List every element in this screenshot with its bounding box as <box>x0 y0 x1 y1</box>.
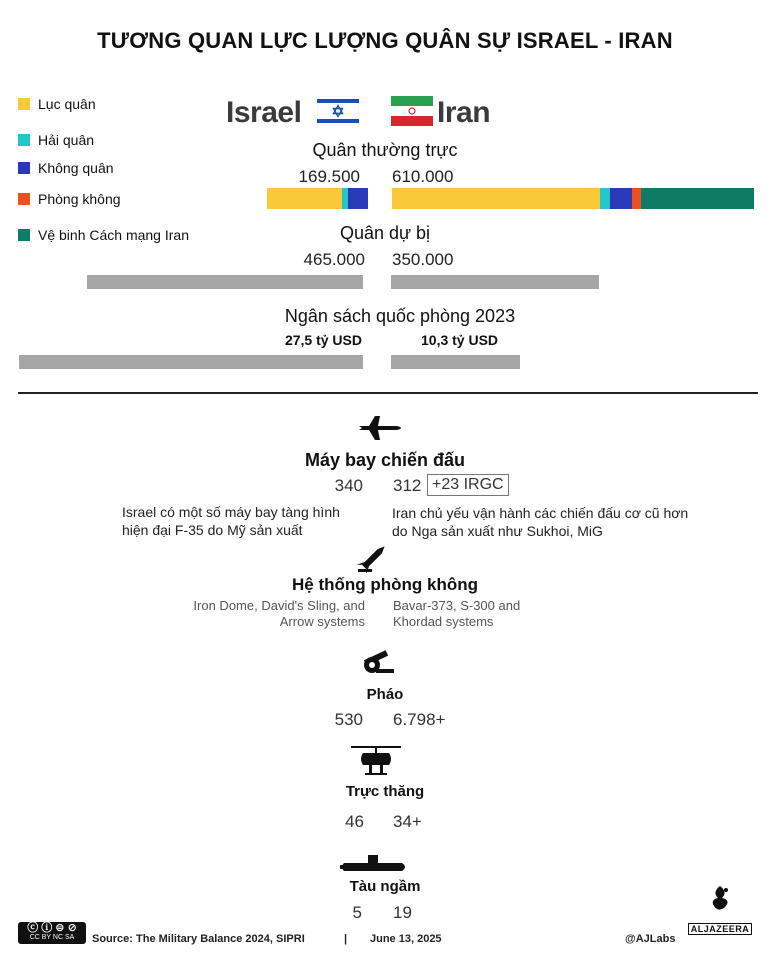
israel-flag-icon <box>317 96 359 131</box>
reserves-iran-bar <box>391 275 599 289</box>
iran-reserves-label: 350.000 <box>392 250 454 269</box>
iran-helicopters-count: 34+ <box>393 812 422 831</box>
legend-label: Phòng không <box>38 191 121 207</box>
israel-aircraft-count: 340 <box>334 476 363 495</box>
iran-standing-bar-2 <box>610 188 632 209</box>
israel-air-defense-systems: Iron Dome, David's Sling, and Arrow systems <box>193 598 365 629</box>
iran-standing-bar-4 <box>641 188 754 209</box>
budget-title: Ngân sách quốc phòng 2023 <box>284 306 516 326</box>
israel-submarines-count: 5 <box>352 903 362 922</box>
legend-item <box>18 191 121 207</box>
helicopters-title: Trực thăng <box>345 783 425 800</box>
cc-license-text: CC BY NC SA <box>29 934 75 941</box>
fighter-jet-icon <box>357 413 407 448</box>
reserves-title: Quân dự bị <box>339 223 431 243</box>
page-title: TƯƠNG QUAN LỰC LƯỢNG QUÂN SỰ ISRAEL - IRAN <box>97 28 673 53</box>
legend-label: Vệ binh Cách mạng Iran <box>38 227 189 243</box>
iran-standing-total: 610.000 <box>392 167 454 186</box>
legend-item <box>18 160 114 176</box>
missile-icon <box>356 541 392 578</box>
reserves-israel-bar <box>87 275 363 289</box>
cc-license-icon: ⓒ ⓘ ⊜ ⊘ CC BY NC SA <box>18 922 86 944</box>
artillery-title: Pháo <box>366 686 404 703</box>
iran-submarines-count: 19 <box>393 903 412 922</box>
aljazeera-logo-icon <box>688 884 752 935</box>
legend-item <box>18 227 189 243</box>
country-iran: Iran <box>437 96 491 129</box>
legend-label: Không quân <box>38 160 114 176</box>
budget-iran-bar <box>391 355 520 369</box>
submarine-icon <box>340 853 410 880</box>
iran-artillery-count: 6.798+ <box>393 710 446 729</box>
iran-standing-bar-1 <box>600 188 611 209</box>
israel-budget-label: 27,5 tỷ USD <box>284 332 362 348</box>
standing-forces-title: Quân thường trực <box>312 140 458 160</box>
legend-item <box>18 132 94 148</box>
iran-standing-bar-0 <box>392 188 600 209</box>
israel-artillery-count: 530 <box>334 710 363 729</box>
helicopter-icon <box>349 743 403 784</box>
artillery-icon <box>360 643 398 680</box>
iran-aircraft-count: 312 <box>393 476 422 495</box>
israel-standing-bar-1 <box>342 188 348 209</box>
aljazeera-brand-text: ALJAZEERA <box>688 923 752 935</box>
legend-swatch <box>18 229 30 241</box>
ajlabs-handle: @AJLabs <box>625 933 676 945</box>
legend-swatch <box>18 162 30 174</box>
iran-standing-bar-3 <box>632 188 641 209</box>
footer-date: June 13, 2025 <box>370 933 442 945</box>
budget-israel-bar <box>19 355 363 369</box>
legend-label: Lục quân <box>38 96 96 112</box>
legend-label: Hải quân <box>38 132 95 148</box>
iran-aircraft-note: Iran chủ yếu vận hành các chiến đấu cơ cũ hơn do Nga sản xuất như Sukhoi, MiG <box>392 505 689 539</box>
israel-standing-bar-2 <box>348 188 368 209</box>
israel-standing-total: 169.500 <box>298 167 360 186</box>
legend-swatch <box>18 134 30 146</box>
section-divider <box>18 392 758 394</box>
israel-helicopters-count: 46 <box>345 812 364 831</box>
legend-swatch <box>18 193 30 205</box>
israel-aircraft-note: Israel có một số máy bay tàng hình hiện đại F-35 do Mỹ sản xuất <box>122 504 340 538</box>
iran-air-defense-systems: Bavar-373, S-300 and Khordad systems <box>393 598 521 629</box>
country-israel: Israel <box>226 96 302 129</box>
israel-reserves-label: 465.000 <box>303 250 365 269</box>
iran-flag-icon <box>391 96 433 131</box>
legend-swatch <box>18 98 30 110</box>
israel-standing-bar-0 <box>267 188 342 209</box>
submarines-title: Tàu ngầm <box>349 878 421 895</box>
iran-budget-label: 10,3 tỷ USD <box>421 332 499 348</box>
legend-item <box>18 96 96 112</box>
footer-separator: | <box>344 933 348 945</box>
iran-irgc-aircraft-badge: +23 IRGC <box>427 474 509 496</box>
source-text: Source: The Military Balance 2024, SIPRI <box>92 933 305 945</box>
air-defense-title: Hệ thống phòng không <box>291 575 478 594</box>
aircraft-title: Máy bay chiến đấu <box>304 450 466 470</box>
